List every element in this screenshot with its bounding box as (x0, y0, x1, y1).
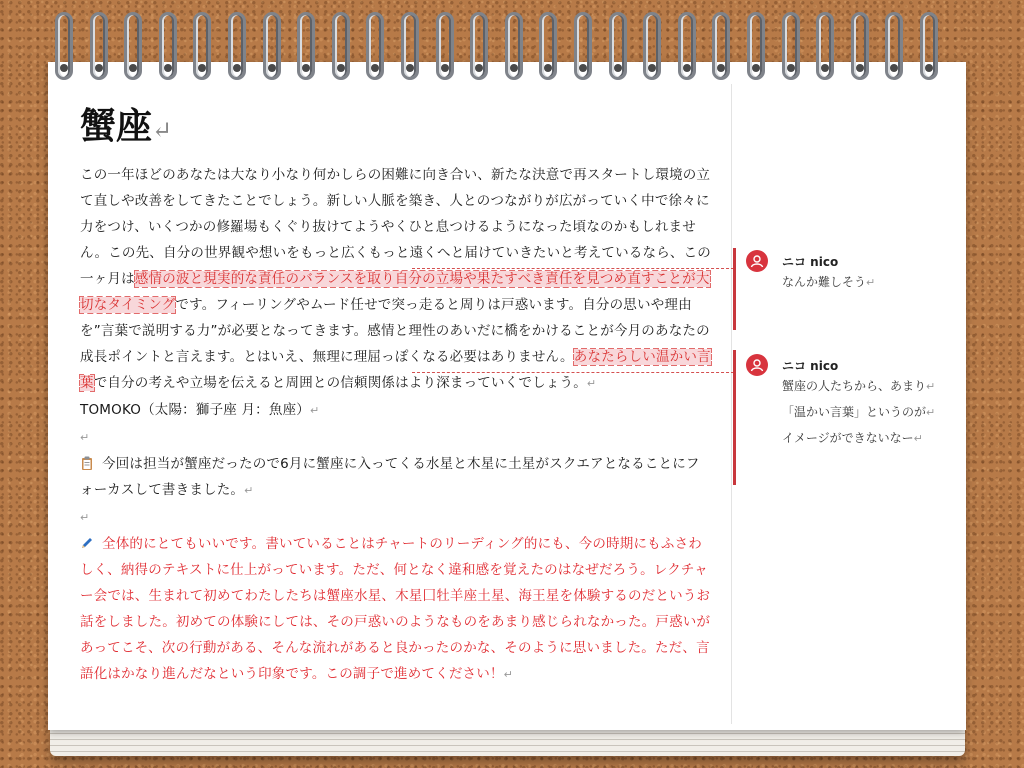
comment-author: ニコ nico (782, 359, 839, 373)
comment-author: ニコ nico (782, 255, 839, 269)
binding-hole (614, 64, 622, 72)
binding-hole (579, 64, 587, 72)
feedback-text: 全体的にとてもいいです。書いていることはチャートのリーディング的にも、今の時期にもふさわしく、納得のテキストに仕上がっています。ただ、何となく違和感を覚えたのはなぜだろう。レクチャー会では、生まれて初めてわたしたちは蟹座水星、木星囗牡羊座土星、海王星を体験するのだというお話をしました。初めての体験にしては、その戸惑いのようなものをあまり感じられなかった。戸惑いがあってこそ、次の行動がある、そんな流れがあると良かったのかな、そのように思いました。ただ、言語化はかなり進んだなという印象です。この調子で進めてください！ (80, 536, 711, 682)
author-signature (80, 397, 712, 424)
author-note[interactable] (80, 451, 712, 504)
paragraph-text: で自分の考えや立場を伝えると周囲との信頼関係はより深まっていくでしょう。 (93, 375, 587, 391)
binding-hole (787, 64, 795, 72)
signature-text: TOMOKO（太陽：獅子座 月：魚座） (80, 402, 310, 418)
paragraph-mark: ↵ (503, 668, 514, 681)
comment-marker-bar-1 (733, 248, 736, 330)
binding-hole (337, 64, 345, 72)
page-title (80, 98, 712, 148)
spiral-binding (55, 12, 955, 82)
note-text: 今回は担当が蟹座だったので6月に蟹座に入ってくる水星と木星に土星がスクエアとなることにフォーカスして書きました。 (80, 456, 700, 498)
teacher-feedback[interactable] (80, 531, 712, 688)
paragraph-mark: ↵ (926, 380, 936, 393)
paragraph-mark: ↵ (866, 276, 876, 289)
paragraph-mark: ↵ (152, 116, 173, 144)
notebook-page-stack (50, 728, 965, 756)
paragraph-mark: ↵ (309, 404, 320, 417)
binding-hole (60, 64, 68, 72)
paragraph-mark: ↵ (586, 377, 597, 390)
comment-balloon-2[interactable] (746, 354, 946, 474)
binding-hole (233, 64, 241, 72)
comment-balloon-1[interactable] (746, 250, 946, 310)
user-icon (746, 354, 768, 376)
pen-icon (80, 533, 94, 547)
reading-paragraph[interactable] (80, 162, 712, 397)
title-text: 蟹座 (80, 105, 153, 147)
binding-hole (510, 64, 518, 72)
empty-paragraph (80, 424, 712, 451)
binding-hole (268, 64, 276, 72)
comment-highlight-1[interactable]: 感情の波と現実的な責任のバランスを取り自分の立場や果たすべき責任を見つめ直すことが大切なタイミング (80, 271, 710, 313)
clipboard-icon (80, 453, 94, 467)
comment-highlight-2[interactable]: あなたらしい温かい言葉 (80, 349, 711, 391)
binding-hole (752, 64, 760, 72)
paragraph-mark: ↵ (80, 511, 90, 524)
binding-hole (856, 64, 864, 72)
comment-text: 「温かい言葉」というのが↵ (782, 405, 936, 419)
binding-hole (683, 64, 691, 72)
paragraph-mark: ↵ (244, 484, 254, 497)
comment-marker-bar-2 (733, 350, 736, 485)
binding-hole (406, 64, 414, 72)
binding-hole (164, 64, 172, 72)
paragraph-text: この一年ほどのあなたは大なり小なり何かしらの困難に向き合い、新たな決意で再スタートし環境の立て直しや改善をしてきたことでしょう。新しい人脈を築き、人とのつながりが広がっていく中で徐々に力をつけ、いくつかの修羅場もくぐり抜けてようやくひと息つけるようになった頃なのかもしれません。この先、自分の世界観や想いをもっと広くもっと遠くへと届けていきたいと考えているなら、この一ヶ月は (80, 167, 712, 287)
document-body[interactable] (80, 90, 712, 688)
empty-paragraph (80, 504, 712, 531)
comment-text: 蟹座の人たちから、あまり↵ (782, 379, 936, 393)
paragraph-mark: ↵ (80, 431, 90, 444)
comment-anchor-line-1 (412, 268, 734, 269)
comment-anchor-line-2 (412, 372, 734, 373)
binding-hole (925, 64, 933, 72)
binding-hole (95, 64, 103, 72)
paragraph-mark: ↵ (913, 432, 923, 445)
comment-pane-divider (731, 84, 732, 724)
comment-text: なんか難しそう↵ (782, 275, 876, 289)
paragraph-text: です。フィーリングやムード任せで突っ走ると周りは戸惑います。自分の思いや理由を”言葉で説明する力”が必要となってきます。感情と理性のあいだに橋をかけることが今月のあなたの成長ポイントと言えます。とはいえ、無理に理屈っぽくなる必要はありません。 (80, 297, 710, 365)
paragraph-mark: ↵ (926, 406, 936, 419)
comment-text: イメージができないなー↵ (782, 431, 923, 445)
user-icon (746, 250, 768, 272)
binding-hole (441, 64, 449, 72)
